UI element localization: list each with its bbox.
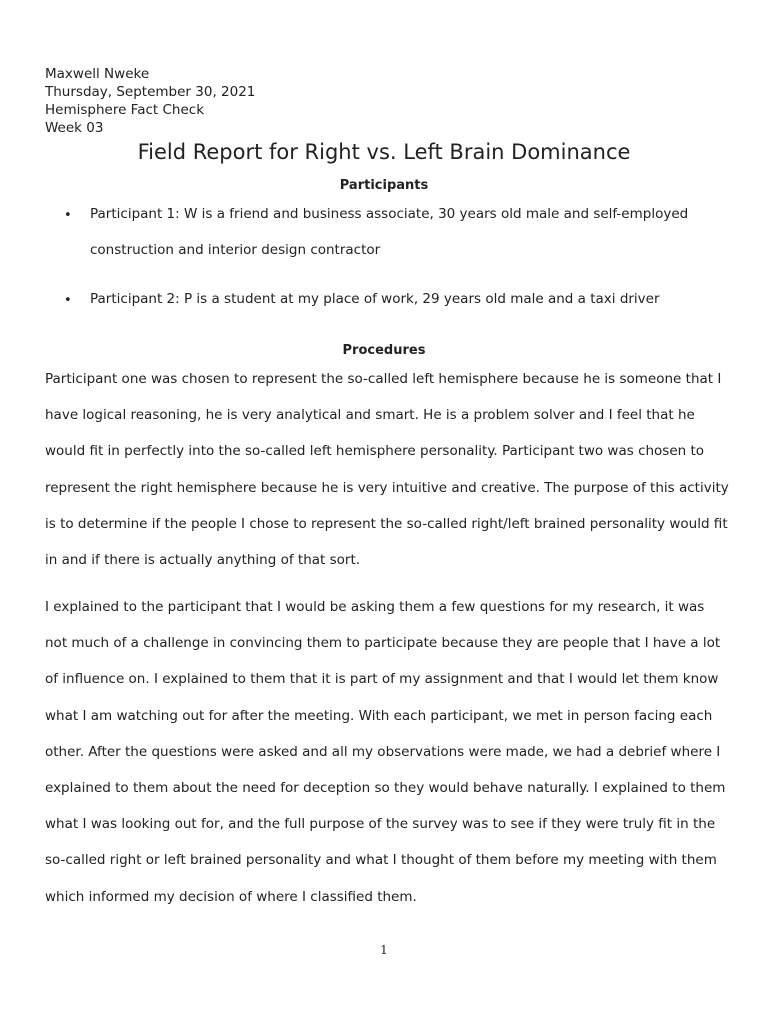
- bullet-icon: •: [64, 293, 72, 308]
- participant-2-item: Participant 2: P is a student at my place of work, 29 years old male and a taxi driver: [90, 291, 660, 307]
- procedures-paragraph-2: I explained to the participant that I would be asking them a few questions for my research, it was not much of a challenge in convincing them to participate because they are people that I have a lot of influence on. I explained to them that it is part of my assignment and that I would let them know what I am watching out for after the meeting. With each participant, we met in person facing each other. After the questions were asked and all my observations were made, we had a debrief where I explained to them about the need for deception so they would behave naturally. I explained to them what I was looking out for, and the full purpose of the survey was to see if they were truly fit in the so-called right or left brained personality and what I thought of them before my meeting with them which informed my decision of where I classified them.: [45, 599, 726, 905]
- procedures-heading: Procedures: [342, 343, 426, 358]
- document-date: Thursday, September 30, 2021: [45, 84, 256, 100]
- page-number: 1: [380, 943, 388, 957]
- participants-heading: Participants: [339, 178, 429, 193]
- procedures-paragraph-1: Participant one was chosen to represent the so-called left hemisphere because he is someone that I have logical reasoning, he is very analytical and smart. He is a problem solver and I feel that he would fit in perfectly into the so-called left hemisphere personality. Participant two was chosen to represent the right hemisphere because he is very intuitive and creative. The purpose of this activity is to determine if the people I chose to represent the so-called right/left brained personality would fit in and if there is actually anything of that sort.: [45, 371, 729, 569]
- week-label: Week 03: [45, 120, 104, 136]
- participant-1-item: Participant 1: W is a friend and business associate, 30 years old male and self-employed construction and interior design contractor: [90, 206, 689, 258]
- document-header: [45, 65, 255, 137]
- document-title: Field Report for Right vs. Left Brain Dominance: [137, 140, 631, 164]
- course-name: Hemisphere Fact Check: [45, 102, 205, 118]
- author-name: Maxwell Nweke: [45, 66, 150, 82]
- bullet-icon: •: [64, 208, 72, 223]
